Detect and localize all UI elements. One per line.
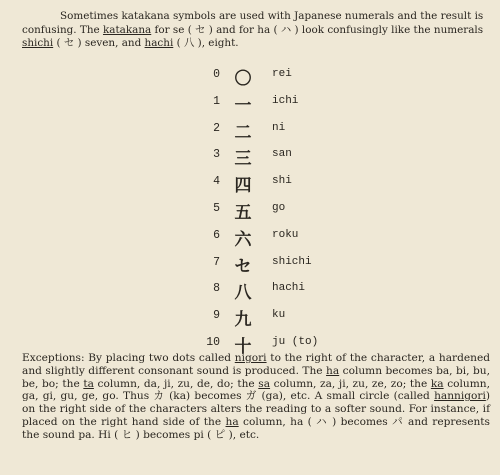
numeral-character: 三: [234, 149, 252, 170]
numeral-character: 一: [234, 95, 252, 116]
numeral-reading: ichi: [272, 94, 299, 107]
numeral-reading: roku: [272, 228, 299, 241]
numeral-digit: 3: [213, 148, 220, 162]
numeral-character: 二: [234, 122, 252, 143]
exceptions-text: to the right of the character, a hardened and slightly different consonant sound is produced. The: [22, 352, 490, 377]
numeral-digit: 4: [213, 175, 220, 189]
numeral-digit: 5: [213, 202, 220, 215]
numeral-reading: shi: [272, 175, 292, 188]
numeral-row: [0, 89, 500, 117]
numeral-character: 九: [234, 310, 252, 331]
intro-text: ( セ ) seven, and: [53, 37, 145, 49]
numeral-character: 四: [234, 176, 252, 197]
numeral-digit: 10: [206, 336, 220, 349]
numeral-reading: san: [272, 148, 292, 161]
numeral-digit: 6: [213, 228, 220, 242]
exceptions-text: column, da, ji, zu, de, do; the: [93, 377, 259, 390]
exceptions-paragraph: [22, 352, 490, 442]
numeral-character: セ: [234, 256, 252, 277]
intro-paragraph: [22, 10, 488, 51]
term-ka: ka: [430, 377, 444, 390]
numeral-character: 〇: [234, 69, 252, 89]
numeral-row: [0, 223, 500, 251]
term-sa: sa: [258, 377, 271, 390]
term-hachi: hachi: [144, 37, 174, 49]
numeral-digit: 0: [213, 68, 220, 81]
numeral-character: 八: [234, 283, 252, 304]
term-ta: ta: [83, 377, 94, 390]
numeral-row: [0, 303, 500, 331]
exceptions-text: Exceptions: By placing two dots called: [22, 352, 235, 364]
numeral-digit: 7: [213, 255, 220, 269]
numeral-reading: hachi: [272, 282, 306, 295]
numeral-row: [0, 169, 500, 197]
numeral-row: [0, 116, 500, 144]
term-katakana: katakana: [102, 23, 152, 36]
numeral-digit: 1: [213, 94, 220, 108]
numeral-row: [0, 276, 500, 304]
numeral-character: 十: [234, 337, 252, 357]
numeral-row: [0, 196, 500, 224]
exceptions-text: ) on the right side of the characters alters the reading to a softer sound. For instance, if placed on the right hand side of the: [22, 390, 490, 428]
numeral-row: [0, 142, 500, 170]
numeral-row: [0, 250, 500, 278]
exceptions-text: column becomes ba, bi, bu, be, bo; the: [22, 364, 490, 390]
numeral-reading: ni: [272, 121, 286, 134]
numeral-reading: shichi: [272, 255, 312, 268]
numeral-reading: rei: [272, 68, 292, 80]
exceptions-text: column, ha ( ハ ) becomes パ and represents the sound pa. Hi ( ヒ ) becomes pi ( ピ ), etc.: [22, 415, 490, 441]
numeral-character: 六: [234, 229, 252, 250]
term-hannigori: hannigori: [434, 390, 486, 403]
intro-text: result is confusing. The: [22, 10, 484, 36]
intro-text: like the numerals: [391, 23, 484, 36]
term-ha: ha: [326, 364, 340, 377]
numeral-reading: go: [272, 202, 286, 214]
numeral-digit: 9: [213, 309, 220, 323]
numeral-digit: 2: [213, 121, 220, 135]
term-ha: ha: [225, 415, 239, 428]
numeral-reading: ju (to): [272, 336, 319, 348]
intro-text: for se ( セ ) and for ha ( ハ ) look confusingly: [151, 23, 388, 36]
numeral-digit: 8: [213, 282, 220, 296]
term-shichi: shichi: [22, 37, 54, 49]
numeral-reading: ku: [272, 309, 286, 322]
exceptions-text: column, ga, gi, gu, ge, go. Thus カ (ka) becomes ガ (ga), etc. A small circle (called: [22, 377, 490, 403]
numeral-character: 五: [234, 203, 252, 223]
exceptions-text: column, za, ji, zu, ze, zo; the: [270, 377, 431, 390]
term-nigori: nigori: [234, 352, 267, 364]
intro-text: ( 八 ), eight.: [173, 37, 239, 49]
intro-text: Sometimes katakana symbols are used with Japanese numerals and the: [60, 10, 438, 22]
numeral-row: [0, 62, 500, 90]
